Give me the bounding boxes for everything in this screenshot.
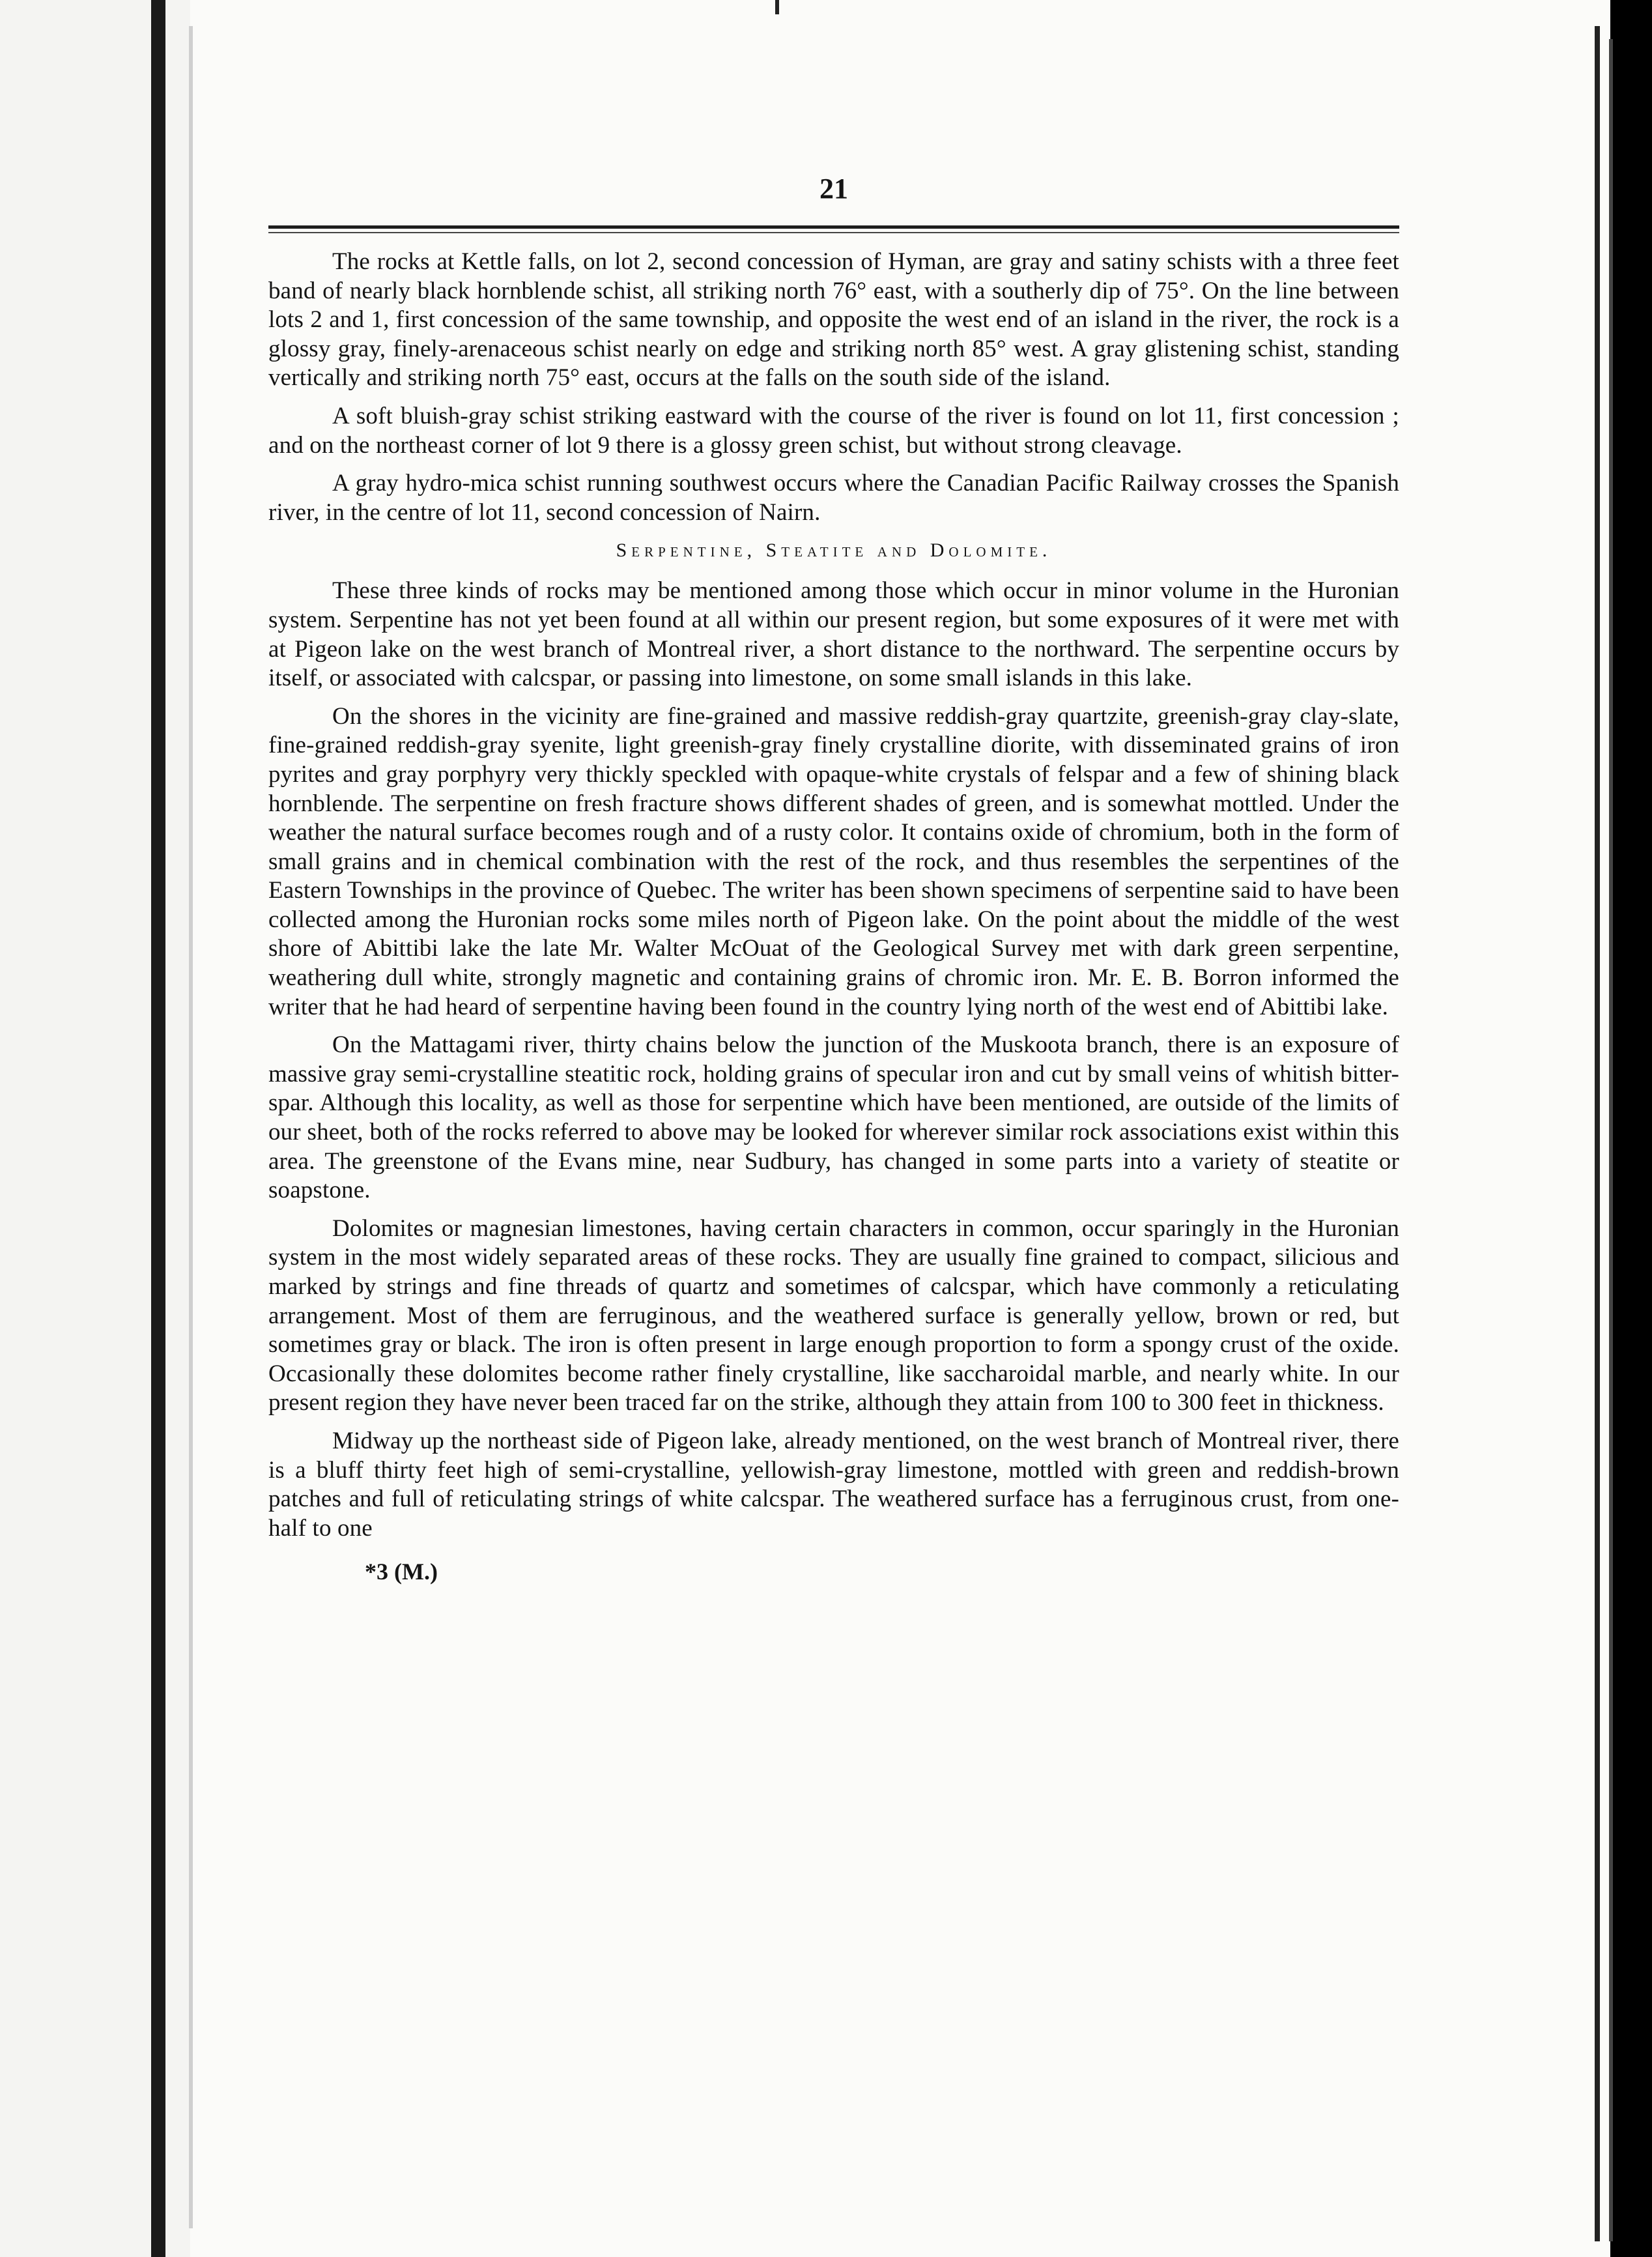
paragraph-pigeon-lake: Midway up the northeast side of Pigeon lake, already mentioned, on the west branch of Montreal river, there is a bluff thirty feet high of semi-crystalline, yellowish-gray limestone, mottled with green and reddish-brown patches and full of reticulating strings of white calcspar. The weathered surface has a ferruginous crust, from one-half to one (268, 1427, 1399, 1542)
paragraph-kettle-falls: The rocks at Kettle falls, on lot 2, second concession of Hyman, are gray and satiny schists with a three feet band of nearly black hornblende schist, all striking north 76° east, with a southerly dip of 75°. On the line between lots 2 and 1, first concession of the same township, and opposite the west end of an island in the river, the rock is a glossy gray, finely-arenaceous schist nearly on edge and striking north 85° west. A gray glistening schist, standing vertically and striking north 75° east, occurs at the falls on the south side of the island. (268, 248, 1399, 392)
right-page-border-outer (1609, 39, 1613, 2241)
page-number: 21 (819, 173, 848, 205)
right-page-border (1595, 26, 1600, 2241)
paragraph-dolomites: Dolomites or magnesian limestones, having certain characters in common, occur sparingly in the Huronian system in the most widely separated areas of these rocks. They are usually fine grained to compact, silicious and marked by strings and fine threads of quartz and sometimes of calcspar, which have commonly a reticulating arrangement. Most of them are ferruginous, and the weathered surface is generally yellow, brown or red, but sometimes gray or black. The iron is often present in large enough proportion to form a spongy crust of the oxide. Occasionally these dolomites become rather finely crystalline, like saccharoidal marble, and nearly white. In our present region they have never been traced far on the strike, although they attain from 100 to 300 feet in thickness. (268, 1215, 1399, 1416)
page-content (268, 169, 1399, 1586)
header-rule (268, 225, 1399, 229)
header-rule-thin (268, 232, 1399, 233)
binding-gutter (151, 0, 165, 2257)
scan-mark (775, 0, 779, 14)
signature-mark: *3 (M.) (365, 1559, 438, 1585)
previous-page-edge (0, 0, 215, 2257)
paragraph-mattagami-river: On the Mattagami river, thirty chains below the junction of the Muskoota branch, there is an exposure of massive gray semi-crystalline steatitic rock, holding grains of specular iron and cut by small veins of whitish bitter-spar. Although this locality, as well as those for serpentine which have been mentioned, are outside of the limits of our sheet, both of the rocks referred to above may be looked for wherever similar rock associations exist within this area. The greenstone of the Evans mine, near Sudbury, has changed in some parts into a variety of steatite or soapstone. (268, 1031, 1399, 1204)
paragraph-hydro-mica-schist: A gray hydro-mica schist running southwest occurs where the Canadian Pacific Railway crosses the Spanish river, in the centre of lot 11, second concession of Nairn. (268, 470, 1399, 526)
section-heading: Serpentine, Steatite and Dolomite. (616, 539, 1052, 562)
page-fold-shadow (189, 26, 193, 2228)
paragraph-three-kinds: These three kinds of rocks may be mentioned among those which occur in minor volume in the Huronian system. Serpentine has not yet been found at all within our present region, but some exposures of it were met with at Pigeon lake on the west branch of Montreal river, a short distance to the northward. The serpentine occurs by itself, or associated with calcspar, or passing into limestone, on some small islands in this lake. (268, 577, 1399, 692)
paragraph-shores-vicinity: On the shores in the vicinity are fine-grained and massive reddish-gray quartzite, greenish-gray clay-slate, fine-grained reddish-gray syenite, light greenish-gray finely crystalline diorite, with disseminated grains of iron pyrites and gray porphyry very thickly speckled with opaque-white crystals of felspar and a few of shining black hornblende. The serpentine on fresh fracture shows different shades of green, and is somewhat mottled. Under the weather the natural surface becomes rough and of a rusty color. It contains oxide of chromium, both in the form of small grains and in chemical combination with the rest of the rock, and thus resembles the serpentines of the Eastern Townships in the province of Quebec. The writer has been shown specimens of serpentine said to have been collected among the Huronian rocks some miles north of Pigeon lake. On the point about the middle of the west shore of Abittibi lake the late Mr. Walter McOuat of the Geological Survey met with dark green serpentine, weathering dull white, strongly magnetic and containing grains of chromic iron. Mr. E. B. Borron informed the writer that he had heard of serpentine having been found in the country lying north of the west end of Abittibi lake. (268, 702, 1399, 1020)
paragraph-bluish-gray-schist: A soft bluish-gray schist striking eastward with the course of the river is found on lot 11, first concession ; and on the northeast corner of lot 9 there is a glossy green schist, but without strong cleavage. (268, 402, 1399, 459)
